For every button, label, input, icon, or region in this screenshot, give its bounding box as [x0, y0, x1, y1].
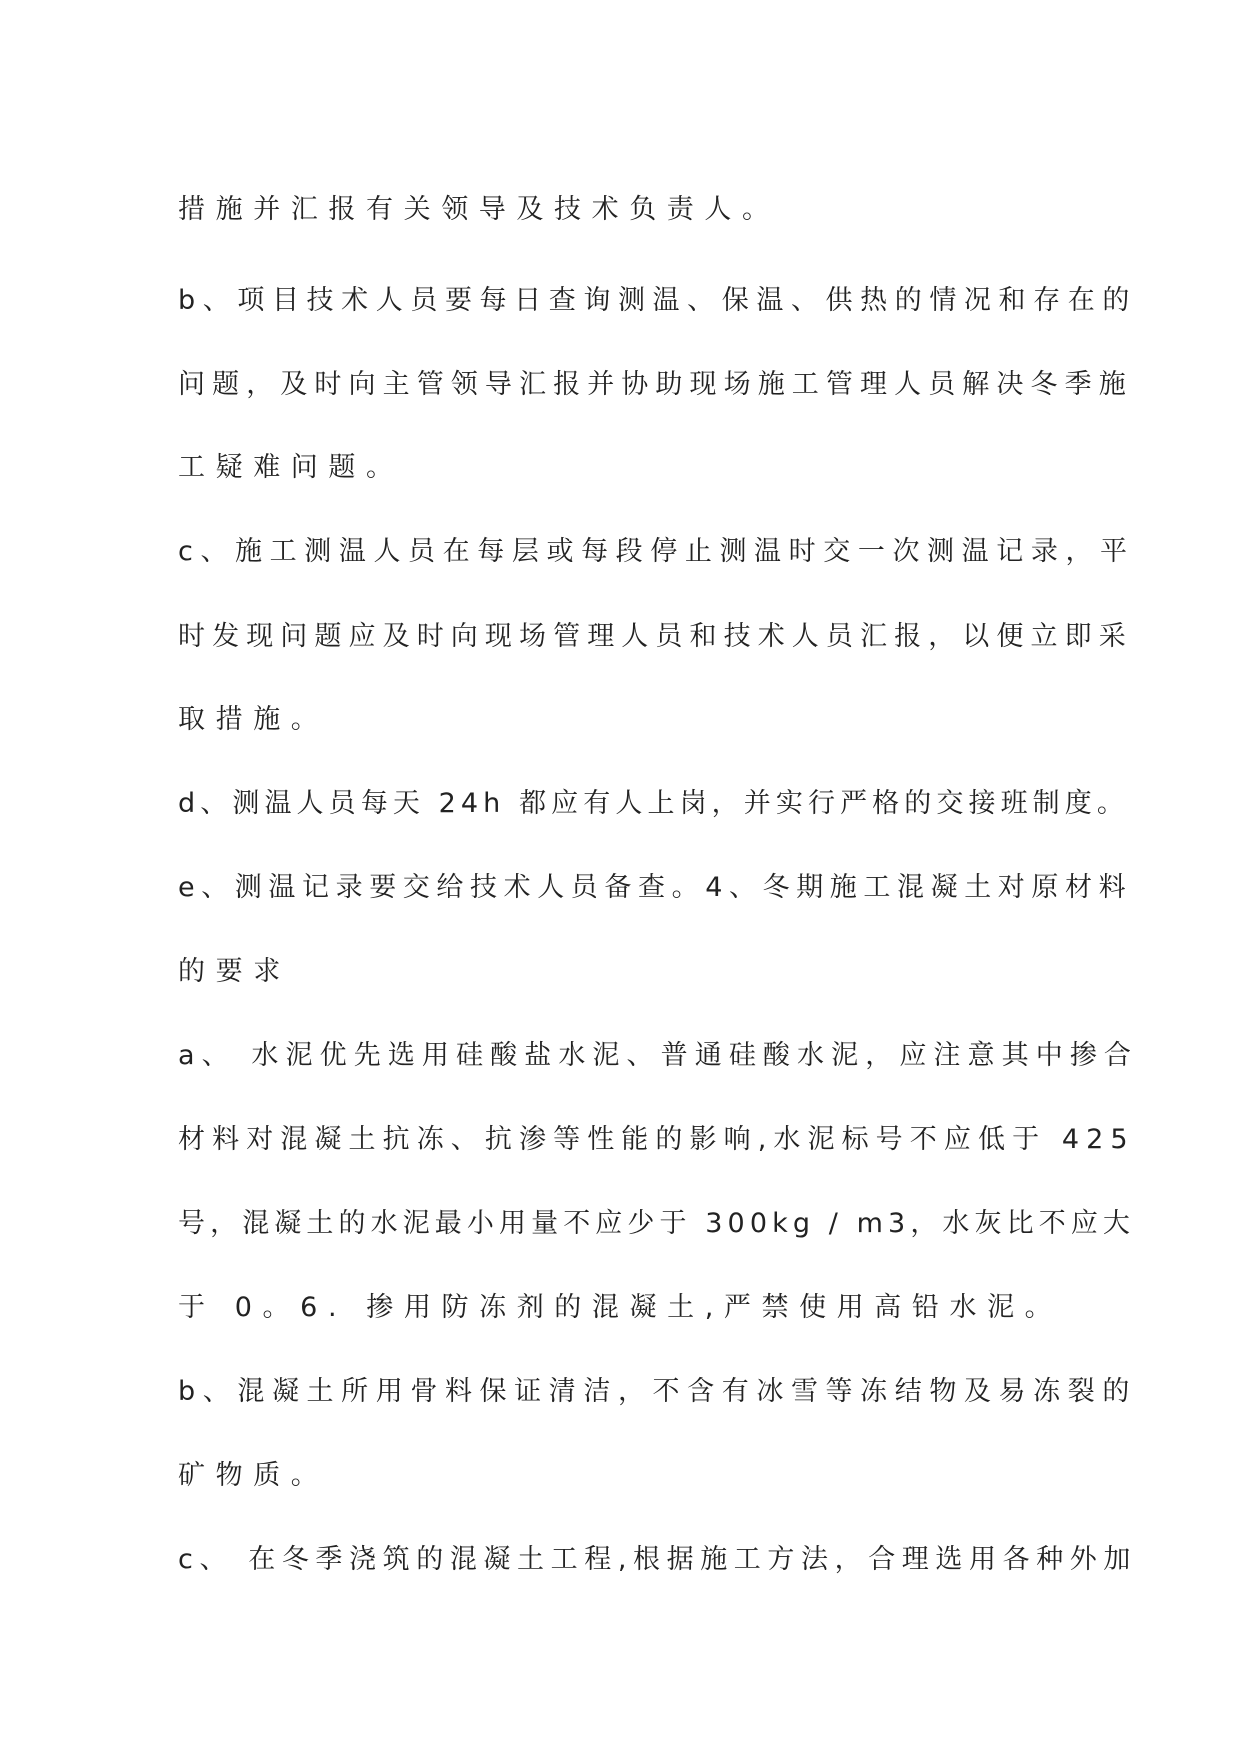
text-line: 的要求 — [178, 956, 291, 987]
text-line: 时发现问题应及时向现场管理人员和技术人员汇报，以便立即采 — [178, 621, 1133, 652]
text-line: b、项目技术人员要每日查询测温、保温、供热的情况和存在的 — [178, 285, 1137, 316]
text-line: 号，混凝土的水泥最小用量不应少于 300kg / m3，水灰比不应大 — [178, 1208, 1136, 1239]
text-line: 材料对混凝土抗冻、抗渗等性能的影响,水泥标号不应低于 425 — [178, 1124, 1135, 1155]
text-line: 工疑难问题。 — [178, 452, 404, 483]
text-line: b、混凝土所用骨料保证清洁，不含有冰雪等冻结物及易冻裂的 — [178, 1376, 1137, 1407]
text-line: e、测温记录要交给技术人员备查。4、冬期施工混凝土对原材料 — [178, 872, 1133, 903]
text-line: 于 0。6. 掺用防冻剂的混凝土,严禁使用高铅水泥。 — [178, 1292, 1063, 1323]
text-line: 措施并汇报有关领导及技术负责人。 — [178, 194, 780, 225]
text-line: 矿物质。 — [178, 1460, 329, 1491]
text-line: a、 水泥优先选用硅酸盐水泥、普通硅酸水泥，应注意其中掺合 — [178, 1040, 1139, 1071]
text-line: d、测温人员每天 24h 都应有人上岗，并实行严格的交接班制度。 — [178, 788, 1129, 819]
text-line: c、施工测温人员在每层或每段停止测温时交一次测温记录，平 — [178, 536, 1135, 567]
text-line: c、 在冬季浇筑的混凝土工程,根据施工方法，合理选用各种外加 — [178, 1544, 1138, 1575]
text-line: 取措施。 — [178, 704, 329, 735]
text-line: 问题，及时向主管领导汇报并协助现场施工管理人员解决冬季施 — [178, 369, 1133, 400]
